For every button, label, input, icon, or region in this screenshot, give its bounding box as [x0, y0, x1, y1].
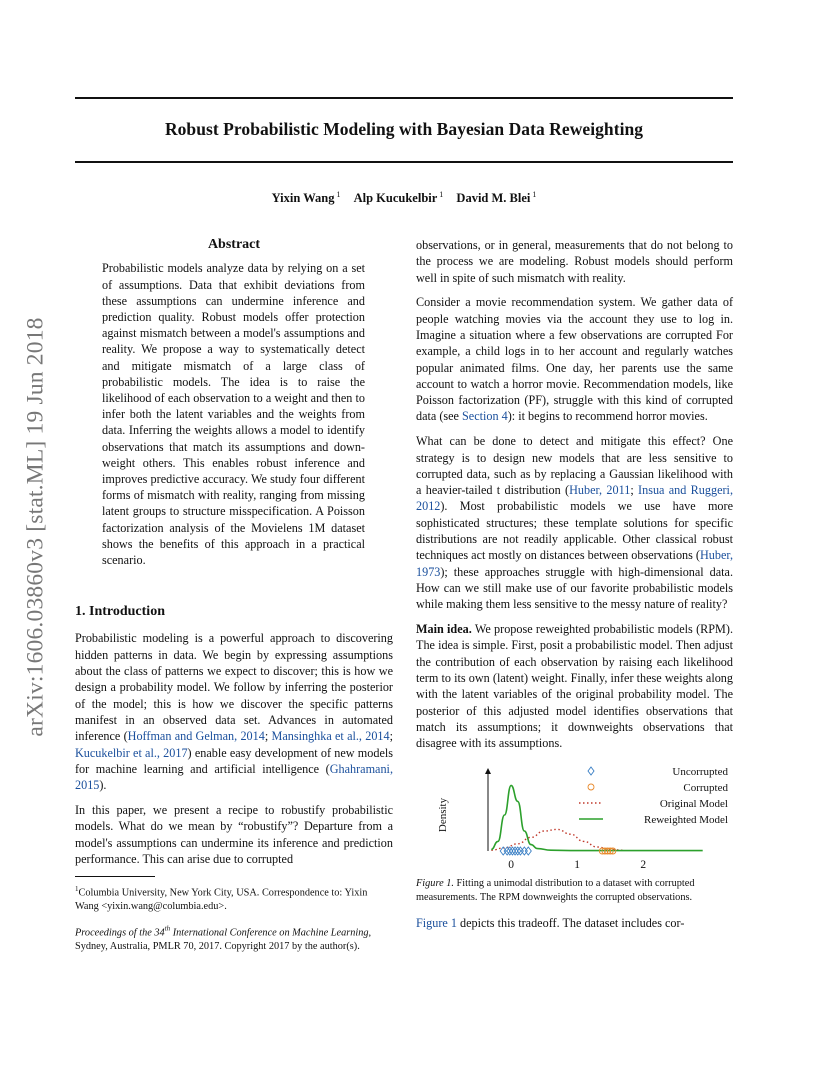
original-model-curve — [491, 830, 623, 851]
body-paragraph — [416, 294, 733, 424]
affiliation-mark: 1 — [336, 190, 341, 199]
author-list — [75, 190, 733, 206]
section-heading: 1. Introduction — [75, 604, 165, 620]
body-paragraph — [416, 915, 733, 931]
density-chart — [416, 763, 733, 873]
text-run: Proceedings of the 34 — [75, 927, 165, 939]
author — [354, 191, 444, 205]
author — [456, 191, 536, 205]
uncorrupted-point — [521, 847, 527, 855]
footnote-mark: 1 — [75, 884, 79, 893]
figure-caption — [416, 877, 733, 905]
paragraph-lead: Main idea. — [416, 622, 472, 637]
title-rule-bottom — [75, 161, 733, 163]
y-axis-label: Density — [437, 798, 449, 833]
x-tick-label: 1 — [574, 859, 581, 872]
text-run: International Conference on Machine Learning — [170, 927, 369, 939]
legend-label: Reweighted Model — [643, 814, 728, 827]
citation-link[interactable]: Insua and Ruggeri, 2012 — [416, 483, 733, 514]
text-run: We propose reweighted probabilistic models (RPM). The idea is simple. First, posit a probabilistic model. Then adjust the contribution of each observation by raising each likelihood term to its own (latent) weight. Finally, infer these weights along with the latent variables of the original probability model. The posterior of this adjusted model identifies observations that match its assumptions; it downweights observations that disagree with its assumptions. — [416, 622, 733, 751]
intro-paragraph — [75, 630, 393, 793]
text-run: ); these approaches struggle with high-dimensional data. How can we still make use of our favorite probabilistic models while making them less sensitive to the messy nature of reality? — [416, 564, 733, 612]
legend-label: Uncorrupted — [672, 766, 728, 779]
citation-link[interactable]: Mansinghka et al., 2014 — [271, 729, 390, 744]
section-link[interactable]: Section 4 — [462, 409, 508, 424]
footnote-text: Columbia University, New York City, USA. Correspondence to: Yixin Wang <yixin.wang@columbia.edu>. — [75, 887, 368, 912]
figure-link[interactable]: Figure 1 — [416, 916, 457, 931]
figure-1 — [416, 763, 733, 873]
footnote-divider — [75, 876, 155, 877]
text-run: Consider a movie recommendation system. We gather data of people watching movies via the account they use to log in. Imagine a situation where a few observations are corrupted For example, a child logs in to her account and regularly watches popular animated films. One day, her parents use the same account to watch a horror movie. Recommendation models, like Poisson factorization (PF), struggle with this kind of corrupted data (see — [416, 295, 733, 424]
legend-marker-corrupted — [588, 784, 594, 790]
left-column — [75, 237, 393, 953]
citation-link[interactable]: Hoffman and Gelman, 2014 — [127, 729, 265, 744]
affiliation-footnote — [75, 883, 393, 913]
abstract-text: Probabilistic models analyze data by relying on a set of assumptions. Data that exhibit deviations from these assumptions can undermine inference and prediction quality. Robust models offer protection against mismatch between a model's assumptions and reality. We propose a way to systematically detect and mitigate mismatch of a large class of probabilistic models. The idea is to raise the likelihood of each observation to a weight and then to infer both the latent variables and the weights from data. Inferring the weights allows a model to identify observations that match its assumptions and down-weight others. This enables robust inference and improves predictive accuracy. We study four different forms of mismatch with reality, ranging from missing latent groups to structure misspecification. A Poisson factorization analysis of the Movielens 1M dataset shows the benefits of this approach in a practical scenario. — [102, 261, 365, 567]
text-run: Probabilistic modeling is a powerful approach to discovering hidden patterns in data. We begin by expressing assumptions about the class of patterns we expect to discover; this is how we design a probability model. We follow by inferring the posterior of the model; this is how we discover the specific patterns manifest in an observed data set. Advances in automated inference ( — [75, 631, 393, 744]
legend-label: Original Model — [659, 798, 728, 811]
intro-paragraph: In this paper, we present a recipe to robustify probabilistic models. What do we mean by “robustify”? Departure from a model's assumptions can undermine its inference and prediction performance. This can arise due to corrupted — [75, 802, 393, 866]
body-paragraph — [416, 433, 733, 612]
citation-link[interactable]: Huber, 2011 — [569, 483, 631, 498]
text-run: ). Most probabilistic models we use have more sophisticated structures; these template solutions for specific distributions are not readily applicable. Other classical robust techniques act mostly on distances between observations ( — [416, 499, 733, 563]
text-run: ): it begins to recommend horror movies. — [507, 409, 708, 424]
uncorrupted-point — [525, 847, 531, 855]
arxiv-stamp: arXiv:1606.03860v3 [stat.ML] 19 Jun 2018 — [22, 317, 49, 737]
legend-marker-uncorrupted — [588, 767, 594, 775]
caption-text: Fitting a unimodal distribution to a dataset with corrupted measurements. The RPM downweights the corrupted observations. — [416, 878, 695, 904]
text-run: , Sydney, Australia, PMLR 70, 2017. Copyright 2017 by the author(s). — [75, 927, 372, 952]
x-tick-label: 2 — [640, 859, 647, 872]
author-name: Alp Kucukelbir — [353, 191, 438, 205]
affiliation-mark: 1 — [439, 190, 444, 199]
proceedings-note — [75, 923, 393, 953]
right-column — [416, 237, 733, 940]
x-tick-label: 0 — [508, 859, 514, 872]
text-run: What can be done to detect and mitigate this effect? One strategy is to design new models that are less sensitive to corrupted data, such as by replacing a Gaussian likelihood with a heavier-tailed t distribution ( — [416, 434, 733, 498]
affiliation-mark: 1 — [532, 190, 537, 199]
text-run: ; — [630, 483, 639, 498]
text-run: ) enable easy development of new models for machine learning and artificial intelligence ( — [75, 745, 393, 776]
text-run: ; — [389, 729, 393, 744]
author — [272, 191, 341, 205]
text-run: th — [164, 925, 171, 934]
citation-link[interactable]: Huber, 1973 — [416, 548, 733, 579]
author-name: Yixin Wang — [271, 191, 335, 205]
caption-label: Figure 1. — [416, 878, 454, 890]
paper-title: Robust Probabilistic Modeling with Bayesian Data Reweighting — [164, 119, 644, 139]
title-rule-top — [75, 97, 733, 99]
author-name: David M. Blei — [456, 191, 531, 205]
abstract-heading: Abstract — [207, 237, 261, 252]
y-axis-arrow — [485, 768, 491, 774]
text-run: ). — [99, 778, 107, 793]
body-paragraph: observations, or in general, measurements that do not belong to the process we are modeling. Robust models should perform well in spite of such mismatch with reality. — [416, 238, 733, 285]
citation-link[interactable]: Ghahramani, 2015 — [75, 761, 393, 793]
text-run: ; — [264, 729, 272, 744]
citation-link[interactable]: Kucukelbir et al., 2017 — [75, 745, 188, 760]
legend-label: Corrupted — [683, 782, 728, 795]
text-run: depicts this tradeoff. The dataset includes cor- — [456, 916, 685, 931]
body-paragraph — [416, 621, 733, 751]
